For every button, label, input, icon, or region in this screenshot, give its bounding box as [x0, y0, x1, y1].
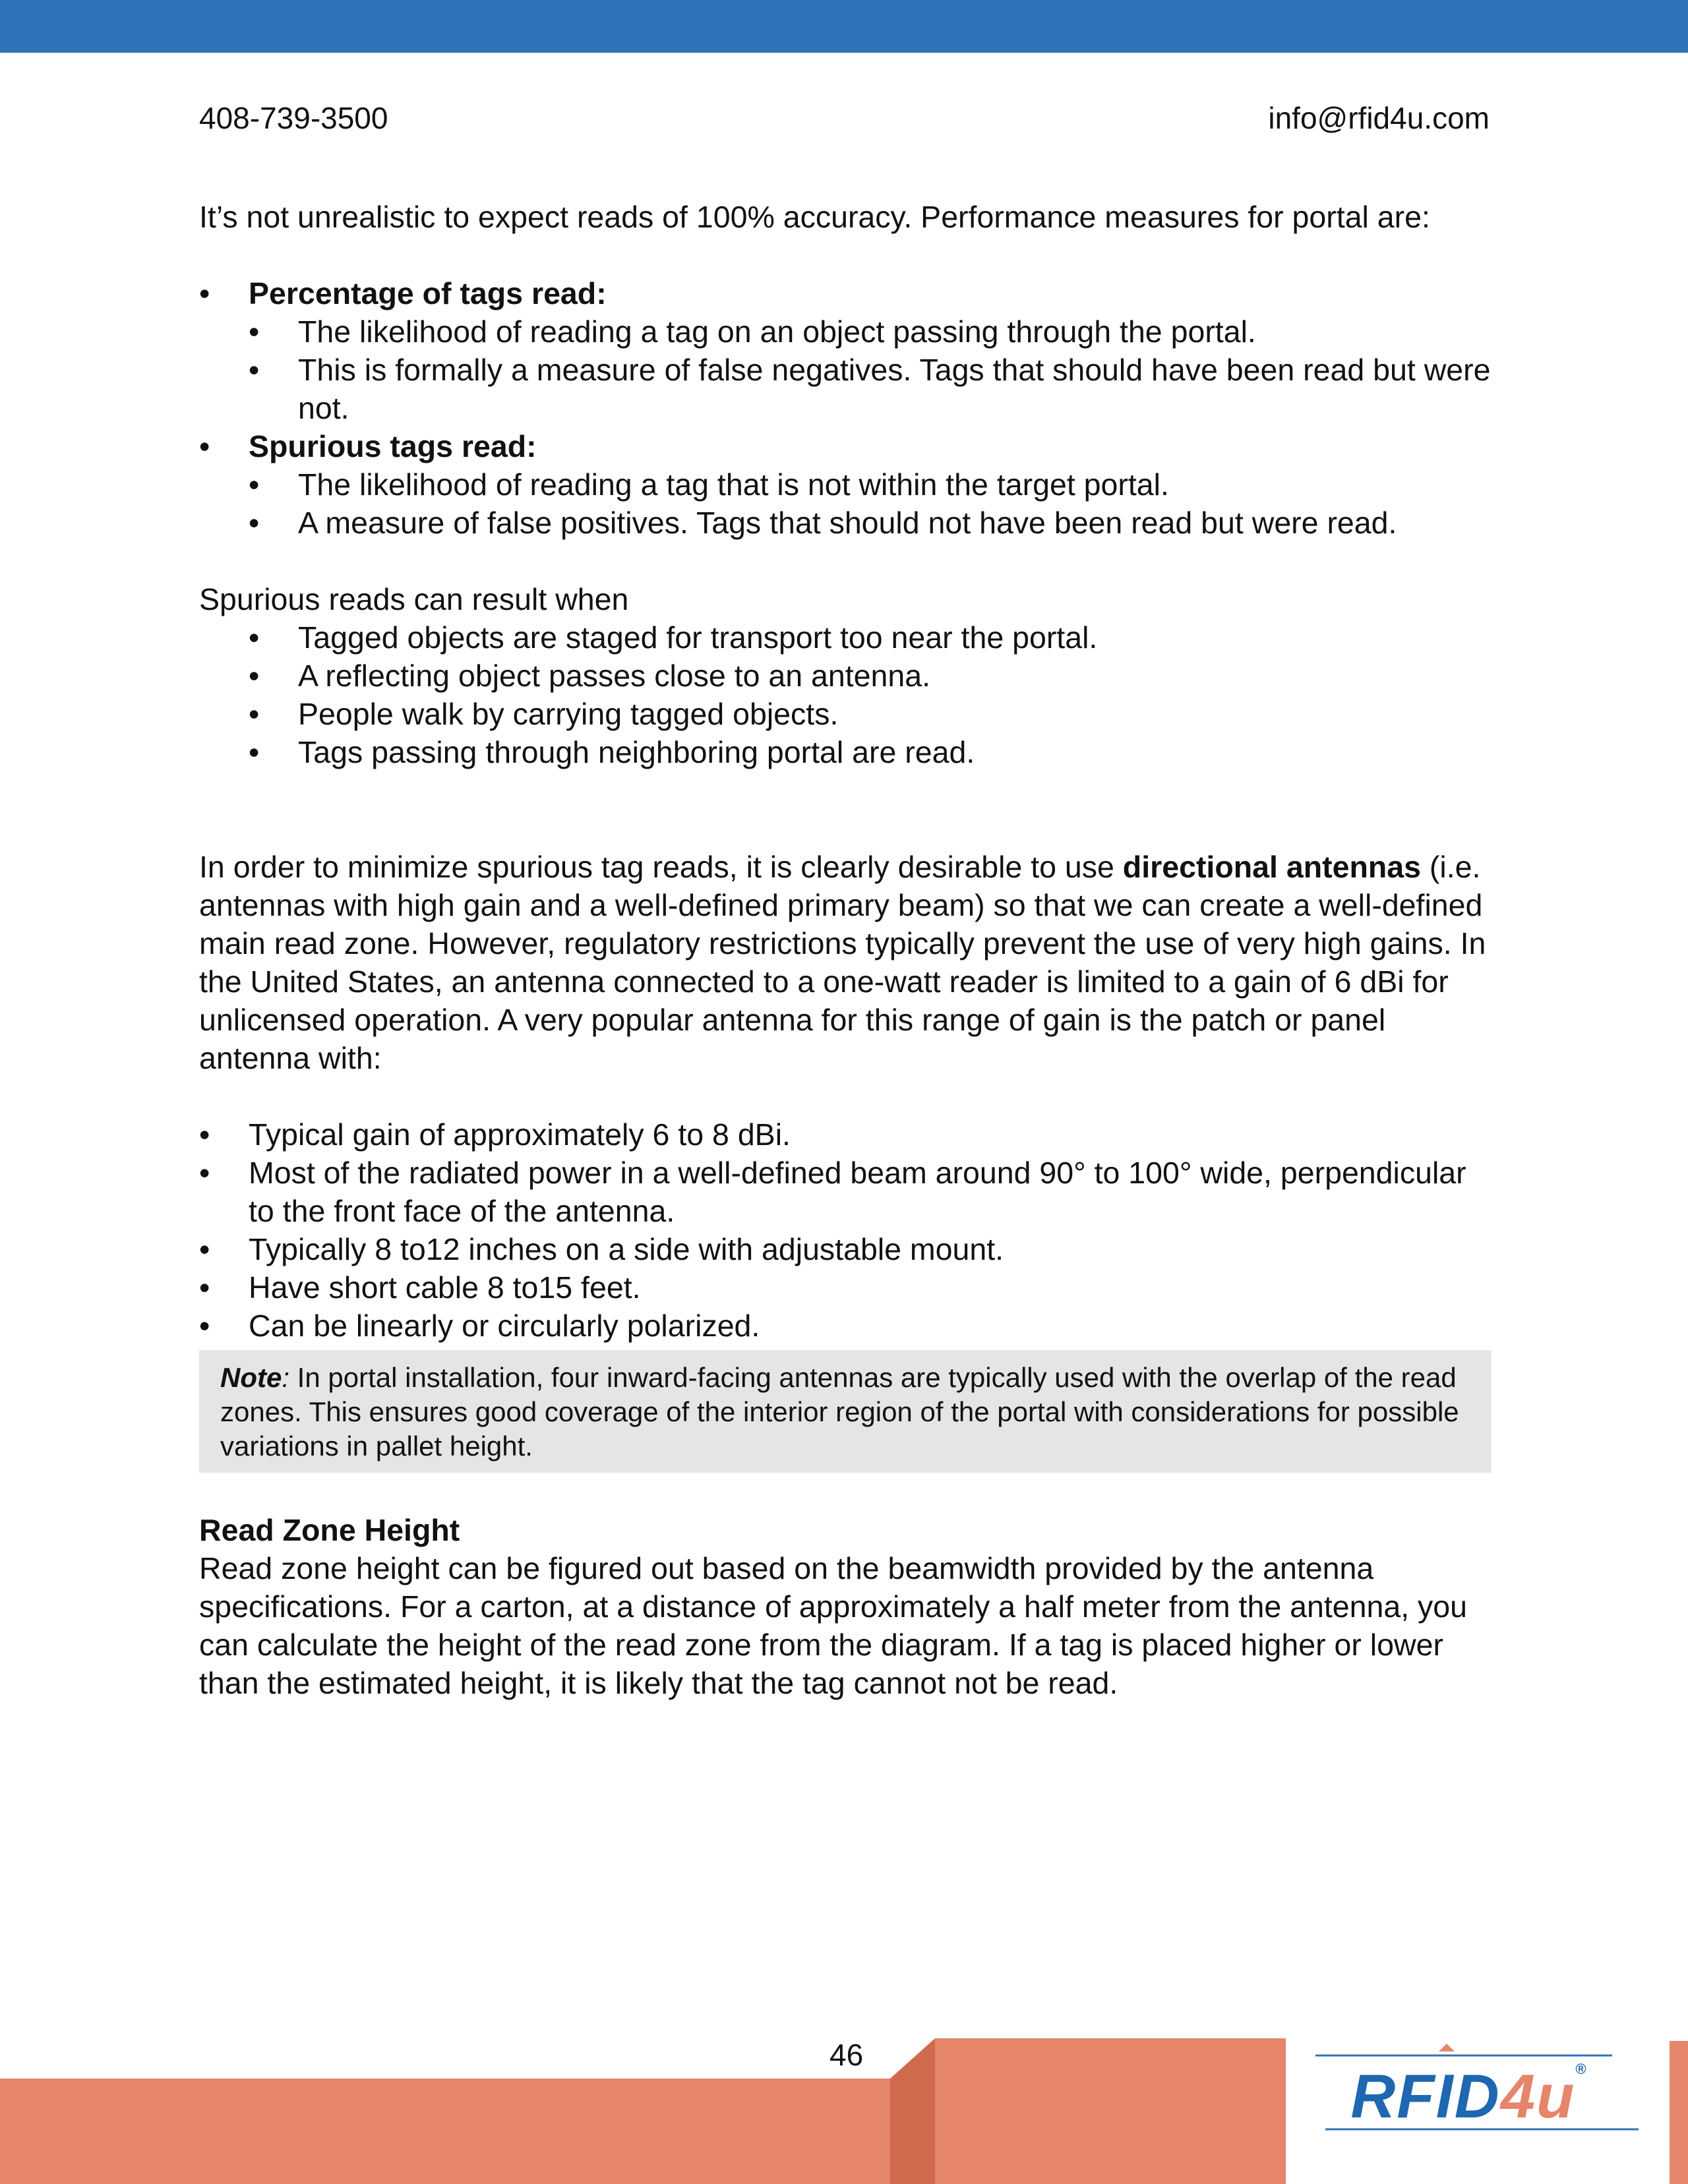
- spurious-causes-list: [199, 618, 1492, 771]
- page-content: [199, 198, 1492, 1702]
- footer-dark-facet: [890, 2038, 935, 2184]
- list-item: • The likelihood of reading a tag that is not within the target portal.: [199, 465, 1492, 504]
- page-number: 46: [829, 2038, 864, 2072]
- list-item: • Typical gain of approximately 6 to 8 dBi.: [199, 1115, 1492, 1154]
- antenna-features-list: [199, 1115, 1492, 1345]
- top-color-bar: [0, 0, 1688, 53]
- list-item: • Can be linearly or circularly polarized.: [199, 1307, 1492, 1345]
- list-item: • The likelihood of reading a tag on an object passing through the portal.: [199, 312, 1492, 351]
- header-phone: 408-739-3500: [199, 101, 388, 135]
- read-zone-paragraph: Read zone height can be figured out based on the beamwidth provided by the antenna specifications. For a carton, at a distance of approximately a half meter from the antenna, you can calculate the height of the read zone from the diagram. If a tag is placed higher or lower than the estimated height, it is likely that the tag cannot not be read.: [199, 1551, 1468, 1700]
- note-box: Note: In portal installation, four inward-facing antennas are typically used with the overlap of the read zones. This ensures good coverage of the interior region of the portal with considerations for possible variations in pallet height.: [199, 1350, 1492, 1473]
- directional-antennas-paragraph: In order to minimize spurious tag reads, it is clearly desirable to use directional antennas (i.e. antennas with high gain and a well-defined primary beam) so that we can create a well-defined main read zone. However, regulatory restrictions typically prevent the use of very high gains. In the United States, an antenna connected to a one-watt reader is limited to a gain of 6 dBi for unlicensed operation. A very popular antenna for this range of gain is the patch or panel antenna with:: [199, 850, 1486, 1075]
- list-item: • Most of the radiated power in a well-defined beam around 90° to 100° wide, perpendicular to the front face of the antenna.: [199, 1154, 1492, 1230]
- measure-points: [199, 312, 1492, 427]
- measure-points: [199, 465, 1492, 542]
- footer-orange-band: [0, 2079, 890, 2184]
- list-item: • A measure of false positives. Tags that should not have been read but were read.: [199, 504, 1492, 542]
- intro-paragraph: It’s not unrealistic to expect reads of 100% accuracy. Performance measures for portal are:: [199, 200, 1430, 234]
- spurious-lead: Spurious reads can result when: [199, 582, 629, 616]
- measure-title: Percentage of tags read:: [249, 276, 607, 310]
- footer-orange-block: [935, 2038, 1286, 2184]
- performance-measures-list: [199, 274, 1492, 542]
- list-item: • Typically 8 to12 inches on a side with adjustable mount.: [199, 1230, 1492, 1268]
- rfid4u-logo: RFID4u®: [1350, 2061, 1588, 2131]
- list-item: • People walk by carrying tagged objects.: [199, 695, 1492, 733]
- measure-title: Spurious tags read:: [249, 429, 537, 463]
- note-label: Note: [220, 1362, 282, 1393]
- section-title: Read Zone Height: [199, 1513, 460, 1547]
- footer-right-tab: [1670, 2041, 1688, 2184]
- list-item: [199, 427, 1492, 542]
- header-email: info@rfid4u.com: [1268, 101, 1490, 135]
- list-item: [199, 274, 1492, 427]
- note-text: In portal installation, four inward-facing antennas are typically used with the overlap of the read zones. This ensures good coverage of the interior region of the portal with considerations for possible variations in pallet height.: [220, 1362, 1459, 1461]
- list-item: • Have short cable 8 to15 feet.: [199, 1268, 1492, 1307]
- list-item: • A reflecting object passes close to an antenna.: [199, 657, 1492, 695]
- directional-antennas-term: directional antennas: [1122, 850, 1421, 884]
- list-item: • Tags passing through neighboring portal are read.: [199, 733, 1492, 771]
- list-item: • Tagged objects are staged for transport too near the portal.: [199, 618, 1492, 657]
- list-item: • This is formally a measure of false negatives. Tags that should have been read but were not.: [199, 351, 1492, 427]
